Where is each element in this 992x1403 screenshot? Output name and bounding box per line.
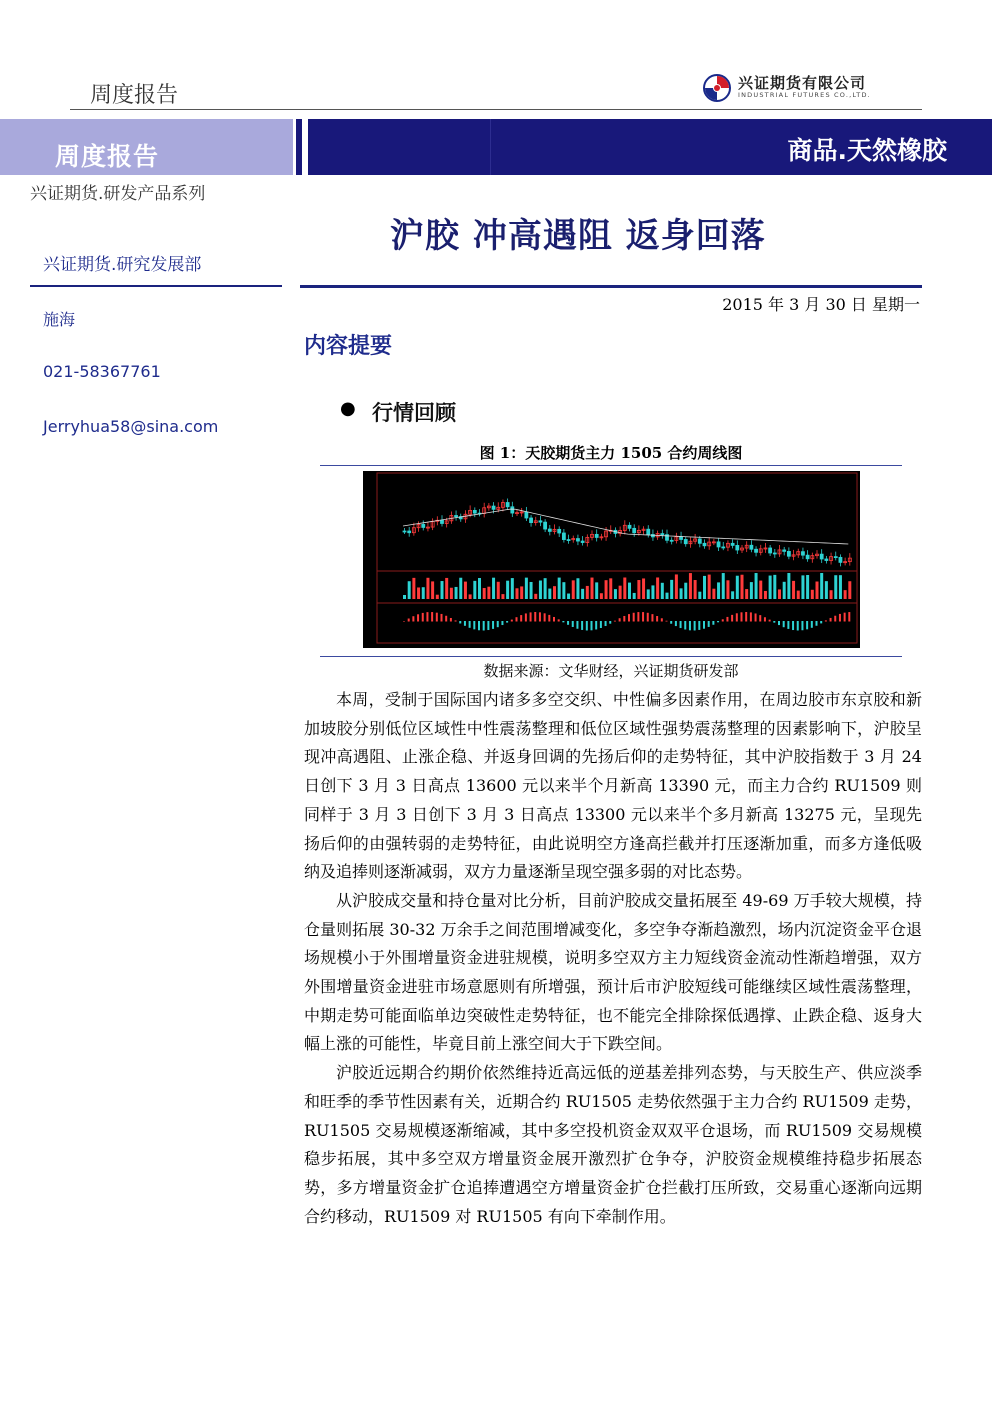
volume-bar (689, 573, 692, 599)
candle-body (558, 529, 561, 533)
product-series: 兴证期货.研发产品系列 (30, 184, 206, 204)
candle-body (839, 557, 842, 562)
macd-bar (680, 621, 682, 628)
macd-bar (455, 620, 457, 621)
macd-bar (759, 615, 761, 621)
volume-bar (506, 581, 509, 599)
macd-bar (656, 616, 658, 621)
volume-bar (736, 576, 739, 599)
macd-bar (651, 614, 653, 621)
volume-bar (755, 573, 758, 599)
volume-bar (586, 586, 589, 599)
header-divider (70, 109, 922, 110)
candle-body (408, 531, 411, 533)
macd-bar (483, 621, 485, 630)
volume-bar (759, 581, 762, 599)
macd-bar (450, 618, 452, 622)
volume-bar (834, 575, 837, 599)
macd-bar (722, 619, 724, 621)
volume-bar (801, 575, 804, 599)
candle-body (717, 542, 720, 547)
volume-bar (619, 586, 622, 599)
candle-body (511, 507, 514, 513)
volume-bar (670, 580, 673, 599)
macd-bar (628, 614, 630, 621)
volume-bar (558, 578, 561, 599)
macd-bar (581, 621, 583, 630)
macd-bar (436, 613, 438, 622)
macd-bar (844, 613, 846, 622)
macd-bar (525, 613, 527, 621)
macd-bar (459, 621, 461, 623)
volume-bar (520, 586, 523, 599)
volume-bar (614, 589, 617, 599)
macd-bar (567, 621, 569, 625)
candle-body (670, 540, 673, 541)
chart-frame (377, 473, 857, 643)
volume-bar (431, 581, 434, 599)
volume-bar (469, 594, 472, 599)
macd-bar (539, 612, 541, 621)
volume-bar (661, 583, 664, 599)
macd-bar (773, 621, 775, 623)
report-title: 沪胶 冲高遇阻 返身回落 (390, 216, 766, 256)
volume-bar (455, 587, 458, 599)
candle-body (722, 547, 725, 548)
department: 兴证期货.研究发展部 (43, 255, 202, 275)
volume-bar (717, 582, 720, 599)
macd-bar (623, 616, 625, 622)
macd-bar (501, 621, 503, 625)
candle-body (773, 553, 776, 554)
volume-bar (806, 575, 809, 599)
candle-body (755, 549, 758, 552)
candle-body (825, 559, 828, 561)
volume-bar (553, 586, 556, 599)
volume-bar (539, 581, 542, 599)
macd-bar (698, 621, 700, 630)
candle-body (473, 510, 476, 513)
volume-bar (459, 578, 462, 599)
macd-bar (572, 621, 574, 627)
macd-bar (441, 614, 443, 622)
candle-body (633, 528, 636, 532)
macd-bar (755, 613, 757, 621)
volume-bar (441, 581, 444, 599)
paragraph-contract-spread: 沪胶近远期合约期价依然维持近高远低的逆基差排列态势，与天胶生产、供应淡季和旺季的季节性因素有关，近期合约 RU1505 走势依然强于主力合约 RU1509 走势，RU1505 交易规模逐渐缩减，其中多空投机资金双双平仓退场，而 RU1509 交易规模稳步拓展，其中多空双方增量资金展开激烈扩仓争夺，沪胶资金规模维持稳步拓展态势，多方增量资金扩仓追捧遭遇空方增量资金扩仓拦截打压所致，交易重心逐渐向远期合约移动，RU1509 对 RU1505 有向下牵制作用。 (304, 1063, 922, 1226)
macd-bar (609, 621, 611, 624)
volume-bar (694, 580, 697, 599)
volume-bar (445, 578, 448, 599)
figure-bottom-rule (320, 656, 902, 657)
macd-bar (670, 621, 672, 624)
paragraph-market-review: 本周，受制于国际国内诸多多空交织、中性偏多因素作用，在周边胶市东京胶和新加坡胶分别低位区域性中性震荡整理和低位区域性强势震荡整理的因素影响下，沪胶呈现冲高遇阻、止涨企稳、并返身回调的先扬后仰的走势特征，其中沪胶指数于 3 月 24 日创下 3 月 3 日高点 13600 元以来半个月新高 13390 元，而主力合约 RU1509 则同样于 3 月 3 日创下 3 月 3 日高点 13300 元以来半个多月新高 13275 元，呈现先扬后仰的由强转弱的走势特征，由此说明空方逢高拦截并打压逐渐加重，而多方逢低吸纳及追捧则逐渐减弱，双方力量逐渐呈现空强多弱的对比态势。 (304, 690, 922, 882)
volume-bar (501, 594, 504, 599)
banner-report-type: 周度报告 (55, 142, 160, 171)
macd-bar (614, 621, 616, 622)
macd-bar (562, 621, 564, 622)
candle-body (731, 543, 734, 545)
macd-bar (736, 613, 738, 621)
volume-bar (708, 575, 711, 599)
macd-bar (431, 612, 433, 621)
volume-bar (637, 580, 640, 599)
volume-bar (647, 589, 650, 599)
macd-bar (830, 618, 832, 622)
figure-source: 数据来源：文华财经，兴证期货研发部 (483, 662, 739, 680)
candle-body (539, 521, 542, 522)
volume-bar (844, 590, 847, 599)
volume-bar (408, 581, 411, 599)
candle-body (703, 543, 706, 545)
candle-body (801, 552, 804, 556)
macd-bar (403, 621, 405, 622)
macd-bar (506, 621, 508, 623)
macd-bar (787, 621, 789, 629)
volume-bar (609, 578, 612, 599)
candle-body (736, 545, 739, 550)
macd-bar (544, 613, 546, 621)
macd-bar (445, 616, 447, 622)
volume-bar (422, 587, 425, 599)
report-date: 2015 年 3 月 30 日 星期一 (722, 295, 920, 314)
author-email[interactable]: Jerryhua58@sina.com (43, 417, 219, 436)
candle-body (492, 506, 495, 509)
volume-bar (764, 591, 767, 599)
candle-body (684, 539, 687, 543)
volume-bar (787, 573, 790, 599)
volume-bar (497, 582, 500, 599)
macd-bar (689, 621, 691, 630)
logo-text-en: INDUSTRIAL FUTURES CO.,LTD. (738, 91, 871, 99)
macd-bar (595, 621, 597, 629)
volume-bar (628, 583, 631, 599)
volume-bar (516, 588, 519, 599)
figure-caption: 图 1：天胶期货主力 1505 合约周线图 (479, 444, 743, 462)
candle-body (680, 537, 683, 540)
candle-body (834, 557, 837, 558)
banner-category: 商品.天然橡胶 (787, 136, 947, 165)
macd-bar (558, 619, 560, 621)
candle-body (525, 512, 528, 518)
macd-bar (745, 612, 747, 621)
macd-bar (497, 621, 499, 627)
volume-bar (797, 591, 800, 599)
report-body (304, 686, 922, 1231)
paragraph-volume-analysis: 从沪胶成交量和持仓量对比分析，目前沪胶成交量拓展至 49-69 万手较大规模，持仓量则拓展 30-32 万余手之间范围增减变化，多空争夺渐趋激烈，场内沉淀资金平仓退场规模小于外围增量资金进驻规模，说明多空双方主力短线资金流动性渐趋增强，双方外围增量资金进驻市场意愿则有所增强，预计后市沪胶短线可能继续区域性震荡整理，中期走势可能面临单边突破性走势特征，也不能完全排除探低遇撑、止跌企稳、返身大幅上涨的可能性，毕竟目前上涨空间大于下跌空间。 (304, 890, 922, 1054)
macd-bar (726, 617, 728, 622)
candle-body (403, 531, 406, 532)
banner-stripe (296, 119, 302, 175)
volume-bar (548, 589, 551, 599)
candle-body (506, 503, 509, 507)
volume-bar (703, 576, 706, 599)
macd-bar (487, 621, 489, 630)
volume-bar (825, 581, 828, 599)
bullet-icon: ● (340, 398, 356, 419)
candle-body (820, 554, 823, 559)
candle-body (698, 539, 701, 543)
macd-bar (412, 616, 414, 621)
volume-bar (684, 583, 687, 599)
author-name: 施海 (43, 310, 76, 329)
summary-heading: 内容提要 (304, 334, 393, 359)
macd-bar (694, 621, 696, 630)
volume-bar (567, 594, 570, 599)
volume-bar (633, 593, 636, 599)
candle-body (530, 518, 533, 523)
macd-bar (797, 621, 799, 630)
volume-bar (769, 576, 772, 599)
volume-bar (591, 578, 594, 599)
logo-mark-icon (702, 73, 732, 103)
macd-bar (492, 621, 494, 629)
candle-body (769, 548, 772, 553)
volume-bar (666, 593, 669, 599)
macd-bar (478, 621, 480, 630)
macd-bar (473, 621, 475, 629)
weekly-candlestick-chart (363, 471, 860, 648)
macd-bar (708, 621, 710, 627)
macd-bar (633, 613, 635, 622)
volume-bar (745, 589, 748, 599)
volume-bar (848, 581, 851, 599)
volume-bar (412, 578, 415, 599)
macd-bar (834, 616, 836, 622)
logo-text-cn: 兴证期货有限公司 (738, 74, 867, 92)
macd-bar (417, 614, 419, 621)
macd-bar (825, 620, 827, 621)
macd-bar (586, 621, 588, 630)
macd-bar (619, 618, 621, 621)
candle-body (806, 555, 809, 559)
macd-bar (426, 612, 428, 621)
macd-bar (764, 617, 766, 621)
section-heading: 行情回顾 (372, 401, 456, 425)
candle-body (544, 522, 547, 529)
volume-bar (816, 582, 819, 599)
candle-body (628, 525, 631, 528)
macd-bar (703, 621, 705, 629)
macd-bar (422, 613, 424, 622)
macd-bar (801, 621, 803, 630)
volume-bar (680, 588, 683, 599)
volume-bar (773, 575, 776, 599)
candle-body (581, 541, 584, 542)
figure-top-rule (320, 465, 902, 466)
macd-bar (792, 621, 794, 630)
candle-body (576, 539, 579, 542)
macd-bar (661, 618, 663, 621)
macd-bar (591, 621, 593, 630)
candle-body (548, 529, 551, 531)
volume-bar (483, 588, 486, 599)
volume-bar (741, 575, 744, 599)
macd-bar (605, 621, 607, 626)
volume-bar (595, 582, 598, 599)
macd-bar (469, 621, 471, 628)
volume-bar (544, 578, 547, 599)
candle-body (422, 524, 425, 527)
volume-bar (731, 591, 734, 599)
volume-bar (417, 587, 420, 599)
sidebar-divider (30, 285, 282, 287)
candle-body (567, 540, 570, 541)
candle-body (661, 534, 664, 535)
volume-bar (792, 581, 795, 599)
macd-bar (717, 621, 719, 622)
volume-bar (562, 582, 565, 599)
macd-bar (806, 621, 808, 629)
macd-bar (534, 612, 536, 621)
macd-bar (675, 621, 677, 626)
macd-bar (464, 621, 466, 626)
volume-bar (712, 589, 715, 599)
macd-bar (731, 615, 733, 622)
candle-body (455, 515, 458, 516)
volume-bar (464, 582, 467, 599)
macd-bar (769, 620, 771, 622)
macd-bar (778, 621, 780, 625)
candle-body (562, 533, 565, 540)
volume-bar (436, 595, 439, 599)
macd-bar (684, 621, 686, 629)
company-logo (702, 72, 902, 104)
volume-bar (605, 580, 608, 599)
volume-bar (403, 595, 406, 599)
volume-bar (426, 578, 429, 599)
volume-bar (778, 589, 781, 599)
macd-bar (642, 612, 644, 621)
volume-bar (450, 588, 453, 599)
macd-bar (816, 621, 818, 626)
volume-bar (478, 578, 481, 599)
volume-bar (811, 590, 814, 599)
macd-bar (576, 621, 578, 629)
macd-bar (750, 612, 752, 621)
macd-bar (811, 621, 813, 628)
volume-bar (750, 582, 753, 599)
macd-bar (516, 617, 518, 621)
macd-bar (839, 614, 841, 622)
title-banner (0, 119, 992, 175)
volume-bar (511, 578, 514, 599)
volume-bar (525, 578, 528, 599)
volume-bar (600, 593, 603, 599)
volume-bar (534, 594, 537, 599)
volume-bar (487, 587, 490, 599)
volume-bar (473, 581, 476, 599)
volume-bar (726, 580, 729, 599)
volume-bar (651, 585, 654, 599)
volume-bar (722, 573, 725, 599)
macd-bar (783, 621, 785, 627)
macd-bar (666, 621, 668, 622)
volume-bar (530, 582, 533, 599)
macd-bar (553, 617, 555, 622)
volume-bar (576, 578, 579, 599)
banner-line (490, 119, 491, 175)
volume-bar (698, 592, 701, 599)
volume-bar (492, 578, 495, 599)
volume-bar (581, 589, 584, 599)
chart-canvas (363, 471, 860, 648)
volume-bar (783, 582, 786, 599)
macd-bar (408, 619, 410, 622)
volume-bar (623, 578, 626, 599)
volume-bar (642, 578, 645, 599)
macd-bar (520, 615, 522, 621)
volume-bar (830, 590, 833, 599)
macd-bar (548, 615, 550, 622)
volume-bar (820, 573, 823, 599)
candle-body (441, 520, 444, 523)
candle-body (647, 529, 650, 534)
macd-bar (530, 612, 532, 621)
volume-bar (675, 574, 678, 599)
candle-body (783, 550, 786, 551)
author-phone: 021-58367761 (43, 362, 161, 381)
macd-bar (820, 621, 822, 623)
macd-bar (637, 612, 639, 621)
macd-bar (741, 612, 743, 621)
volume-bar (839, 575, 842, 599)
macd-bar (848, 612, 850, 621)
volume-bar (656, 577, 659, 599)
macd-bar (600, 621, 602, 628)
macd-bar (712, 621, 714, 625)
candle-body (750, 545, 753, 549)
title-divider (300, 285, 922, 288)
candle-body (787, 551, 790, 556)
macd-bar (647, 613, 649, 622)
header-title: 周度报告 (90, 83, 179, 108)
candle-body (595, 534, 598, 537)
macd-bar (511, 620, 513, 622)
volume-bar (572, 580, 575, 599)
